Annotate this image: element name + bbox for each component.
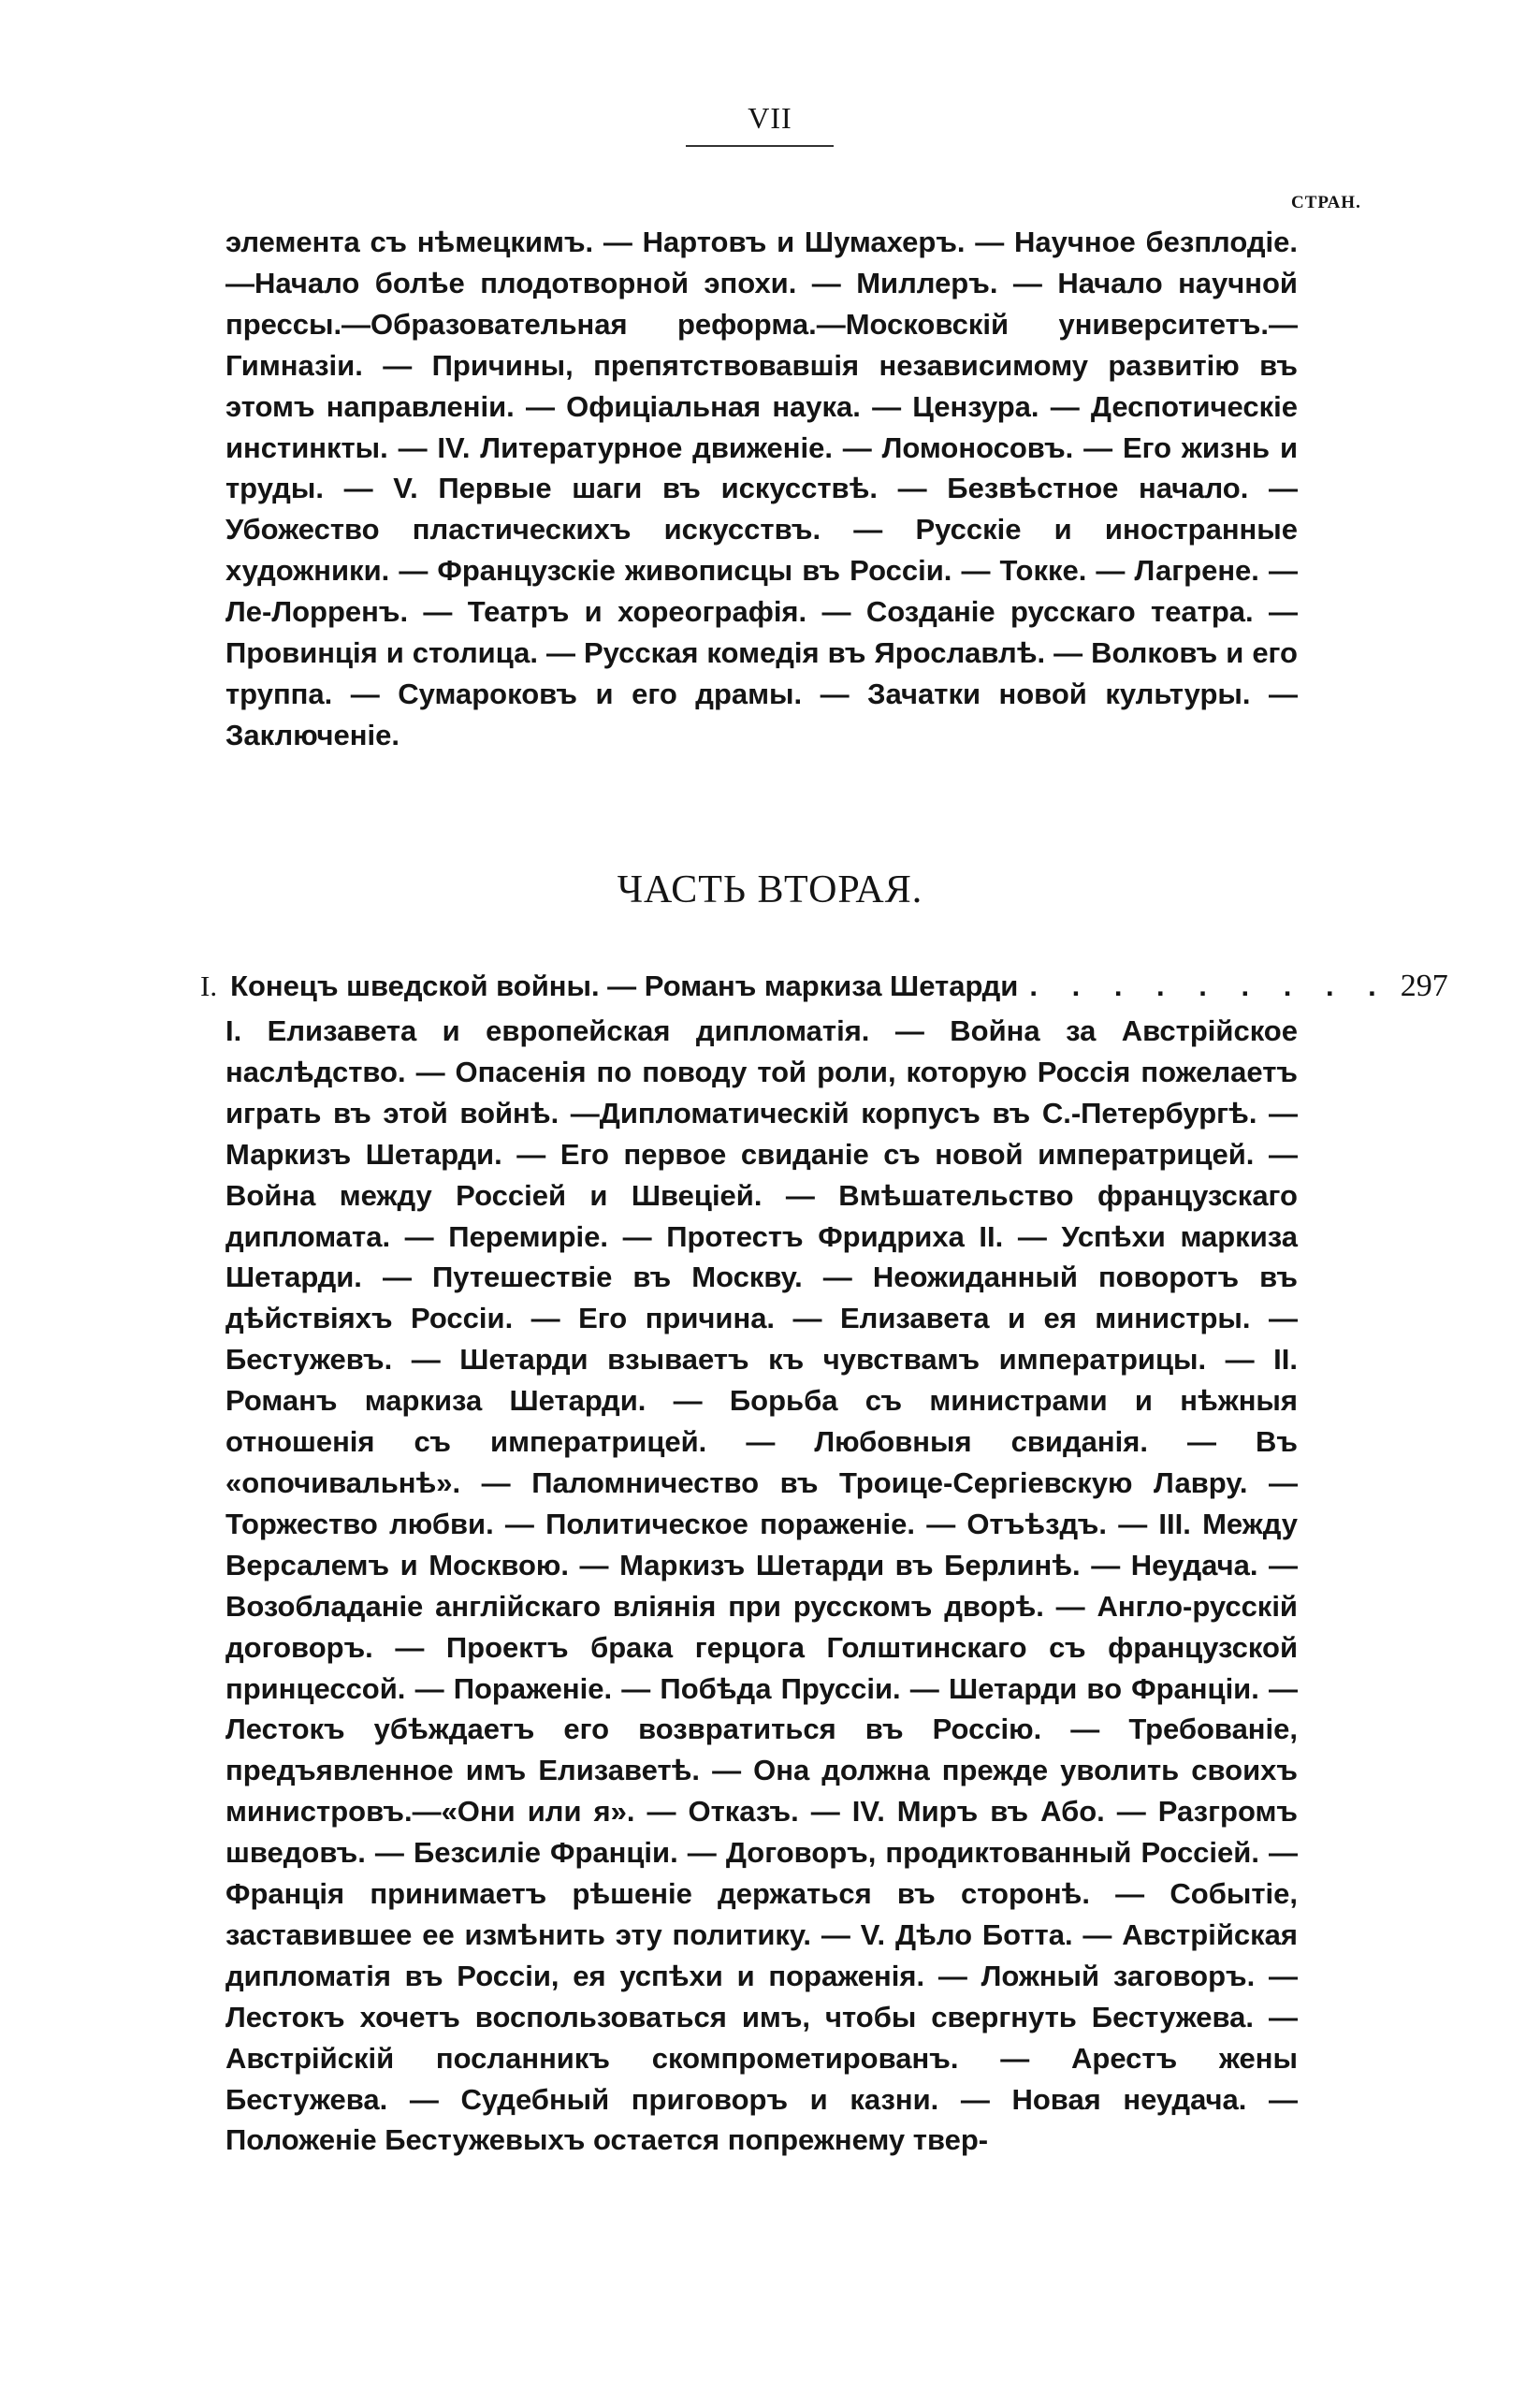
- chapter-number: I.: [200, 969, 218, 1002]
- dot-leader: . . . . . . . . .: [1029, 969, 1389, 1002]
- part-title: ЧАСТЬ ВТОРАЯ.: [617, 868, 923, 911]
- header-rule: [686, 145, 834, 147]
- continued-summary-paragraph: элемента съ нѣмецкимъ. — Нартовъ и Шумахеръ. — Научное безплодіе.—Начало болѣе плодотворной эпохи. — Миллеръ. — Начало научной прессы.—Образовательная реформа.—Московскій университетъ.—Гимназіи. — Причины, препятствовавшія независимому развитію въ этомъ направленіи. — Офиціальная наука. — Цензура. — Деспотическіе инстинкты. — IV. Литературное движеніе. — Ломоносовъ. — Его жизнь и труды. — V. Первые шаги въ искусствѣ. — Безвѣстное начало. — Убожество пластическихъ искусствъ. — Русскіе и иностранные художники. — Французскіе живописцы въ Россіи. — Токке. — Лагрене. — Ле-Лорренъ. — Театръ и хореографія. — Созданіе русскаго театра. — Провинція и столица. — Русская комедія въ Ярославлѣ. — Волковъ и его труппа. — Сумароковъ и его драмы. — Зачатки новой культуры. — Заключеніе.: [225, 226, 1298, 751]
- chapter-summary-paragraph: I. Елизавета и европейская дипломатія. — Война за Австрійское наслѣдство. — Опасенія по поводу той роли, которую Россія пожелаетъ играть въ этой войнѣ. —Дипломатическій корпусъ въ С.-Петербургѣ. — Маркизъ Шетарди. — Его первое свиданіе съ новой императрицей. — Война между Россіей и Швеціей. — Вмѣшательство французскаго дипломата. — Перемиріе. — Протестъ Фридриха II. — Успѣхи маркиза Шетарди. — Путешествіе въ Москву. — Неожиданный поворотъ въ дѣйствіяхъ Россіи. — Его причина. — Елизавета и ея министры. — Бестужевъ. — Шетарди взываетъ къ чувствамъ императрицы. — II. Романъ маркиза Шетарди. — Борьба съ министрами и нѣжныя отношенія съ императрицей. — Любовныя свиданія. — Въ «опочивальнѣ». — Паломничество въ Троице-Сергіевскую Лавру. — Торжество любви. — Политическое пораженіе. — Отъѣздъ. — III. Между Версалемъ и Москвою. — Маркизъ Шетарди въ Берлинѣ. — Неудача. — Возобладаніе англійскаго вліянія при русскомъ дворѣ. — Англо-русскій договоръ. — Проектъ брака герцога Голштинскаго съ французской принцессой. — Пораженіе. — Побѣда Пруссіи. — Шетарди во Франціи. — Лестокъ убѣждаетъ его возвратиться въ Россію. — Требованіе, предъявленное имъ Елизаветѣ. — Она должна прежде уволить своихъ министровъ.—«Они или я». — Отказъ. — IV. Миръ въ Або. — Разгромъ шведовъ. — Безсиліе Франціи. — Договоръ, продиктованный Россіей. — Франція принимаетъ рѣшеніе держаться въ сторонѣ. — Событіе, заставившее ее измѣнить эту политику. — V. Дѣло Ботта. — Австрійская дипломатія въ Россіи, ея успѣхи и пораженія. — Ложный заговоръ. — Лестокъ хочетъ воспользоваться имъ, чтобы свергнуть Бестужева. — Австрійскій посланникъ скомпрометированъ. — Арестъ жены Бестужева. — Судебный приговоръ и казни. — Новая неудача. — Положеніе Бестужевыхъ остается попрежнему твер-: [225, 1014, 1298, 2157]
- page-number: VII: [748, 101, 792, 135]
- toc-entry-chapter-1: [200, 966, 1448, 1013]
- chapter-title: Конецъ шведской войны. — Романъ маркиза Шетарди: [230, 969, 1019, 1002]
- page-column-label: СТРАН.: [1291, 193, 1361, 212]
- chapter-page-number: 297: [1400, 969, 1448, 1003]
